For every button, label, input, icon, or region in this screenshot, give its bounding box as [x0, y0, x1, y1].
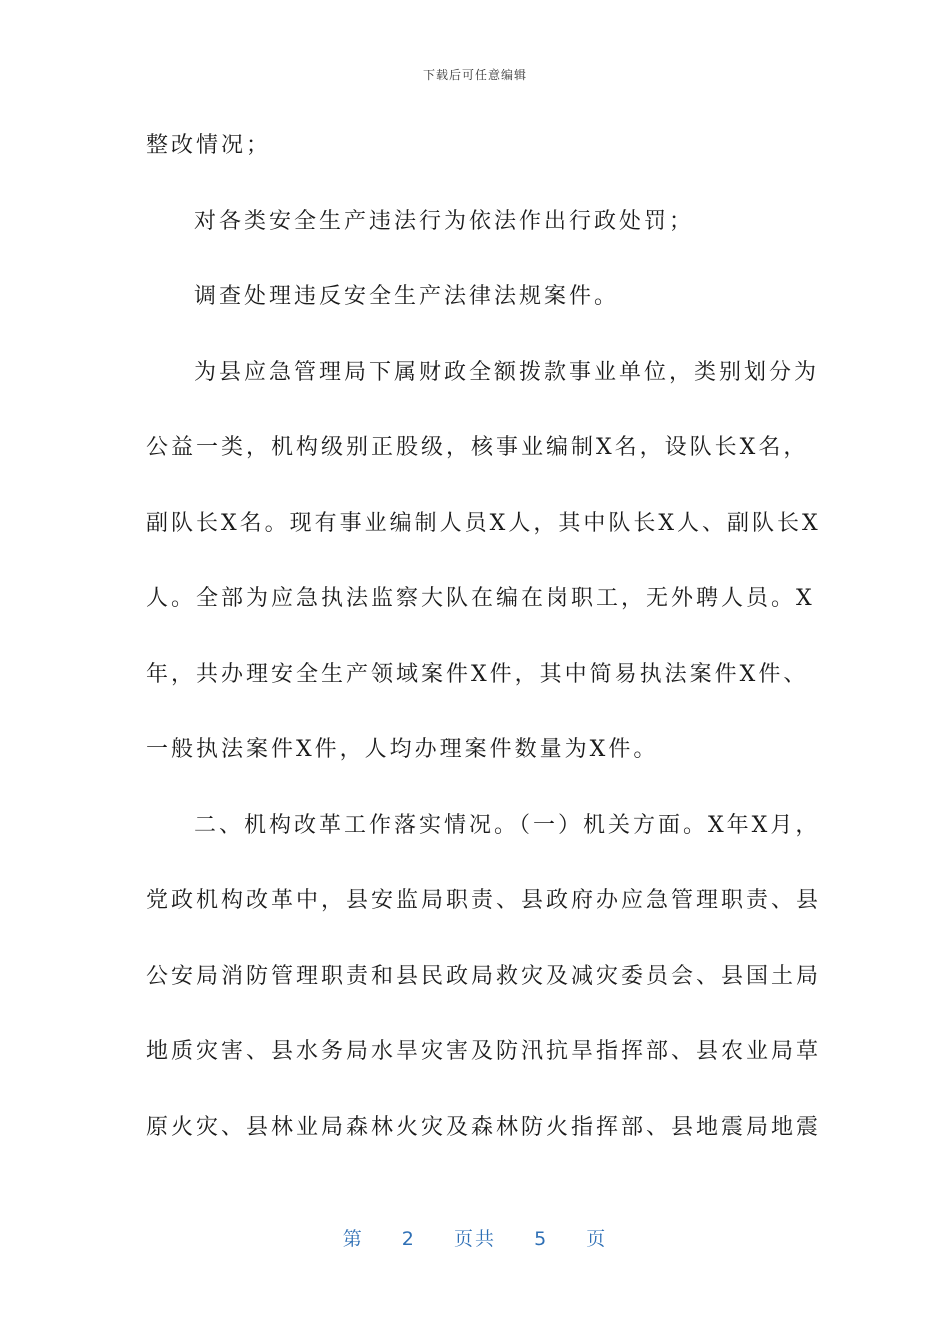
paragraph-line: 副队长X名。现有事业编制人员X人，其中队长X人、副队长X	[146, 510, 821, 536]
paragraph-line: 原火灾、县林业局森林火灾及森林防火指挥部、县地震局地震	[146, 1114, 822, 1140]
paragraph-line: 党政机构改革中，县安监局职责、县政府办应急管理职责、县	[146, 888, 822, 913]
paragraph-line: 对各类安全生产违法行为依法作出行政处罚；	[194, 208, 695, 234]
paragraph-line: 调查处理违反安全生产法律法规案件。	[194, 284, 620, 309]
paragraph-line: 一般执法案件X件，人均办理案件数量为X件。	[146, 737, 659, 762]
footer-label-end: 页	[586, 1228, 608, 1250]
paragraph-line: 二、机构改革工作落实情况。（一）机关方面。X年X月，	[194, 812, 821, 838]
paragraph-line: 公安局消防管理职责和县民政局救灾及减灾委员会、县国土局	[146, 963, 822, 989]
footer-label-total: 页共	[453, 1228, 496, 1250]
footer-current-page: 2	[401, 1228, 416, 1250]
paragraph-line: 为县应急管理局下属财政全额拨款事业单位，类别划分为	[194, 359, 820, 385]
footer-total-pages: 5	[534, 1228, 549, 1250]
document-body	[146, 118, 822, 1175]
paragraph-line: 年，共办理安全生产领域案件X件，其中简易执法案件X件、	[146, 661, 809, 687]
paragraph-line: 人。全部为应急执法监察大队在编在岗职工，无外聘人员。X	[146, 586, 815, 611]
paragraph-line: 整改情况；	[146, 133, 272, 158]
paragraph-line: 地质灾害、县水务局水旱灾害及防汛抗旱指挥部、县农业局草	[146, 1039, 822, 1064]
paragraph-line: 公益一类，机构级别正股级，核事业编制X名，设队长X名，	[146, 435, 809, 460]
page-header-note: 下载后可任意编辑	[422, 68, 527, 82]
page-footer	[0, 1224, 950, 1251]
footer-label-page: 第	[342, 1228, 364, 1250]
